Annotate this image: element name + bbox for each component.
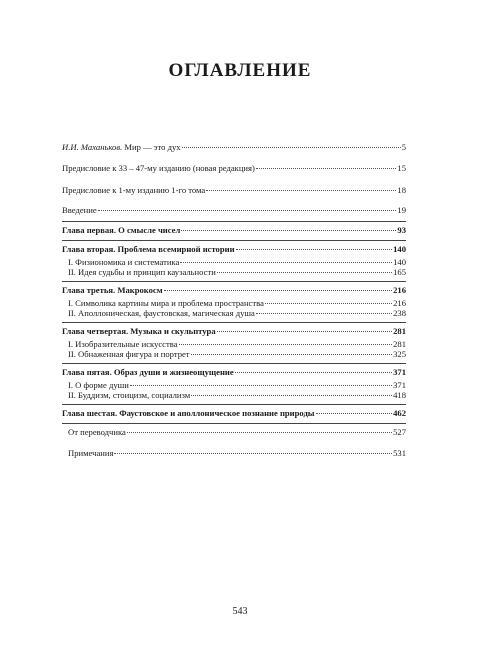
toc-page-number: 5 xyxy=(401,142,406,152)
toc-entry-label: Введение xyxy=(62,205,97,215)
toc-page-number: 18 xyxy=(397,185,406,195)
dot-leader xyxy=(217,272,392,273)
toc-page-number: 93 xyxy=(397,225,406,235)
toc-page-number: 531 xyxy=(393,448,406,458)
toc-entry-label: Глава третья. Макрокосм xyxy=(62,285,163,295)
toc-chapter-6 xyxy=(62,408,406,418)
toc-page-number: 238 xyxy=(393,308,406,318)
dot-leader xyxy=(179,344,393,345)
toc-section xyxy=(62,308,406,318)
dot-leader xyxy=(191,395,392,396)
toc-page-number: 140 xyxy=(393,257,406,267)
toc-page-number: 19 xyxy=(397,205,406,215)
toc-entry-label: Предисловие к 33 – 47-му изданию (новая редакция) xyxy=(62,163,255,173)
dot-leader xyxy=(316,413,393,414)
toc-section xyxy=(62,339,406,349)
dot-leader xyxy=(206,190,396,191)
dot-leader xyxy=(127,432,392,433)
dot-leader xyxy=(235,372,392,373)
toc-entry-notes xyxy=(62,448,406,458)
divider xyxy=(62,363,406,364)
toc-section xyxy=(62,257,406,267)
toc-entry-label: Глава первая. О смысле чисел xyxy=(62,225,181,235)
toc-chapter-3 xyxy=(62,285,406,295)
divider xyxy=(62,322,406,323)
toc-page-number: 15 xyxy=(397,163,406,173)
toc-page-number: 281 xyxy=(393,339,406,349)
toc-entry-label: I. Физиономика и систематика xyxy=(68,257,180,267)
toc-entry-preface-makhankov xyxy=(62,142,406,152)
divider xyxy=(62,423,406,424)
dot-leader xyxy=(256,168,397,169)
toc-chapter-4 xyxy=(62,326,406,336)
dot-leader xyxy=(265,303,392,304)
dot-leader xyxy=(130,385,392,386)
toc-entry-label: И.И. Маханьков. Мир — это дух xyxy=(62,142,181,152)
table-of-contents xyxy=(62,138,406,458)
toc-section xyxy=(62,390,406,400)
dot-leader xyxy=(98,210,397,211)
divider xyxy=(62,221,406,222)
toc-chapter-5 xyxy=(62,367,406,377)
toc-entry-preface-new xyxy=(62,163,406,173)
toc-page-number: 527 xyxy=(393,427,406,437)
toc-page-number: 216 xyxy=(393,285,406,295)
toc-page-number: 216 xyxy=(393,298,406,308)
toc-page-number: 325 xyxy=(393,349,406,359)
toc-page-number: 462 xyxy=(393,408,406,418)
toc-page-number: 165 xyxy=(393,267,406,277)
toc-section xyxy=(62,380,406,390)
toc-entry-label: II. Идея судьбы и принцип каузальности xyxy=(68,267,216,277)
toc-entry-introduction xyxy=(62,205,406,215)
toc-entry-translator xyxy=(62,427,406,437)
toc-page-number: 371 xyxy=(393,367,406,377)
dot-leader xyxy=(182,147,401,148)
dot-leader xyxy=(164,290,393,291)
dot-leader xyxy=(217,331,392,332)
divider xyxy=(62,240,406,241)
toc-section xyxy=(62,267,406,277)
toc-chapter-1 xyxy=(62,225,406,235)
toc-chapter-2 xyxy=(62,244,406,254)
toc-entry-preface-first xyxy=(62,185,406,195)
dot-leader xyxy=(236,249,393,250)
toc-entry-label: II. Обнаженная фигура и портрет xyxy=(68,349,190,359)
toc-page-number: 140 xyxy=(393,244,406,254)
toc-page-number: 281 xyxy=(393,326,406,336)
toc-section xyxy=(62,298,406,308)
toc-entry-label: Предисловие к 1-му изданию 1-го тома xyxy=(62,185,206,195)
toc-entry-label: От переводчика xyxy=(68,427,126,437)
toc-entry-label: Глава шестая. Фаустовское и аполлоническое познание природы xyxy=(62,408,315,418)
dot-leader xyxy=(181,230,396,231)
divider xyxy=(62,404,406,405)
toc-title: ОГЛАВЛЕНИЕ xyxy=(168,60,312,81)
page-number: 543 xyxy=(232,606,248,617)
toc-entry-label: I. Символика картины мира и проблема пространства xyxy=(68,298,264,308)
toc-page-number: 418 xyxy=(393,390,406,400)
toc-entry-label: Примечания xyxy=(68,448,114,458)
toc-entry-label: II. Аполлоническая, фаустовская, магическая душа xyxy=(68,308,255,318)
toc-entry-label: Глава пятая. Образ души и жизнеощущение xyxy=(62,367,234,377)
dot-leader xyxy=(114,453,392,454)
toc-section xyxy=(62,349,406,359)
toc-entry-label: II. Буддизм, стоицизм, социализм xyxy=(68,390,191,400)
toc-entry-label: Глава вторая. Проблема всемирной истории xyxy=(62,244,235,254)
dot-leader xyxy=(191,354,393,355)
toc-entry-label: I. Изобразительные искусства xyxy=(68,339,178,349)
dot-leader xyxy=(256,313,392,314)
dot-leader xyxy=(180,262,392,263)
divider xyxy=(62,281,406,282)
toc-entry-label: I. О форме души xyxy=(68,380,129,390)
toc-page-number: 371 xyxy=(393,380,406,390)
toc-entry-label: Глава четвертая. Музыка и скульптура xyxy=(62,326,216,336)
